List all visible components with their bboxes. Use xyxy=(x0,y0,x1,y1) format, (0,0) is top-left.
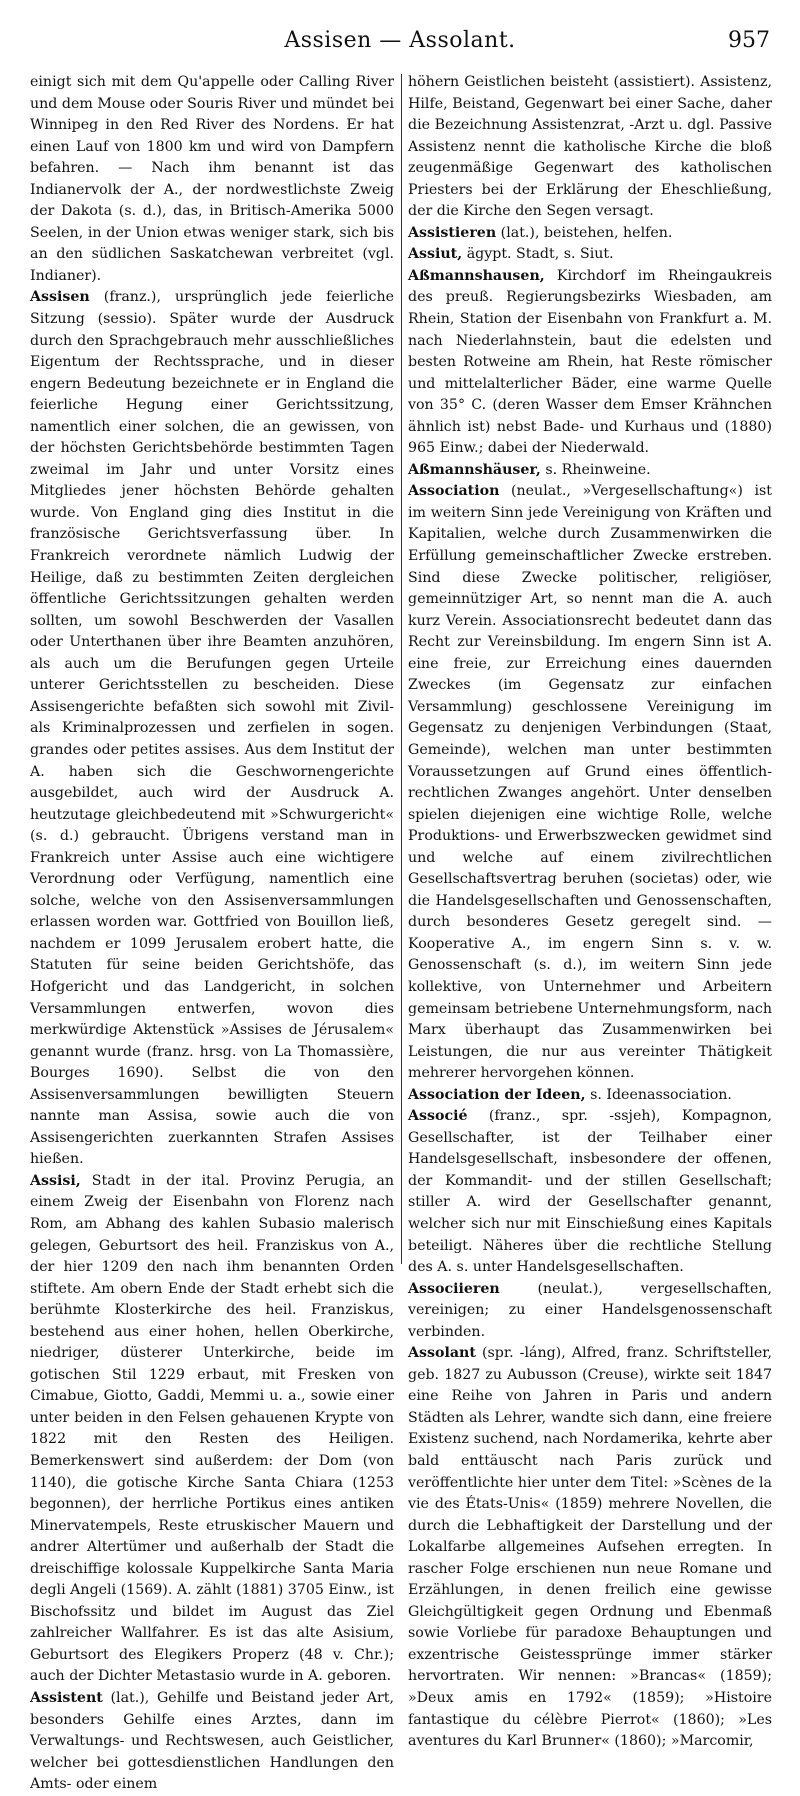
entry-text: Stadt in der ital. Provinz Perugia, an einem Zweig der Eisenbahn von Florenz nach Rom, am Abhang des kahlen Subasio malerisch gelegen, Geburtsort des heil. Franziskus von A., der hier 1209 den nach ihm benannten Orden stiftete. Am obern Ende der Stadt erhebt sich die berühmte Klosterkirche des heil. Franziskus, bestehend aus einer hohen, hellen Oberkirche, niedriger, düsterer Unterkirche, beide im gotischen Stil 1229 erbaut, mit Fresken von Cimabue, Giotto, Gaddi, Memmi u. a., sowie einer unter beiden in den Felsen gehauenen Krypte von 1822 mit den Resten des Heiligen. Bemerkenswert sind außerdem: der Dom (von 1140), die gotische Kirche Santa Chiara (1253 begonnen), der herrliche Portikus eines antiken Minervatempels, Reste etruskischer Mauern und andrer Altertümer und außerhalb der Stadt die dreischiffige kolossale Kuppelkirche Santa Maria degli Angeli (1569). A. zählt (1881) 3705 Einw., ist Bischofssitz und bildet im August das Ziel zahlreicher Wallfahrer. Es ist das alte Asisium, Geburtsort des Elegikers Properz (48 v. Chr.); auch der Dichter Metastasio wurde in A. geboren. xyxy=(30,1172,394,1685)
page-number: 957 xyxy=(728,28,770,53)
entry-assmannshausen xyxy=(408,266,772,460)
running-head: Assisen — Assolant. xyxy=(284,28,516,53)
entry-continuation xyxy=(30,72,394,287)
right-column xyxy=(408,72,772,1750)
entry-text: (neulat.), vergesellschaften, vereinigen; zu einer Handelsgenossenschaft verbinden. xyxy=(408,1280,772,1340)
headword: Assistieren xyxy=(408,224,497,241)
entry-text: (lat.), Gehilfe und Beistand jeder Art, besonders Gehilfe eines Arztes, dann im Verwaltungs- und Rechtswesen, auch Geistlicher, welcher bei gottesdienstlichen Handlungen den Amts- oder einem xyxy=(30,1690,394,1793)
entry-text: (neulat., »Vergesellschaftung«) ist im weitern Sinn jede Vereinigung von Kräften und Kapitalien, welche durch Zusammenwirken die Erfüllung gemeinschaftlicher Zwecke erstreben. Sind diese Zwecke politischer, religiöser, gemeinnütziger Art, so nennt man die A. auch kurz Verein. Associationsrecht bedeutet dann das Recht zur Vereinsbildung. Im engern Sinn ist A. eine freie, zur Erreichung eines dauernden Zweckes (im Gegensatz zur einfachen Versammlung) geschlossene Vereinigung im Gegensatz zu denjenigen Verbindungen (Staat, Gemeinde), welchen man unter bestimmten Voraussetzungen auf Grund eines öffentlich-rechtlichen Zwanges angehört. Unter denselben spielen diejenigen eine wichtige Rolle, welche Produktions- und Erwerbszwecken gewidmet sind und welche auf einem zivilrechtlichen Gesellschaftsvertrag beruhen (societas) oder, wie die Handelsgesellschaften und Genossenschaften, durch besonderes Gesetz geregelt sind. — Kooperative A., im engern Sinn s. v. w. Genossenschaft (s. d.), im weitern Sinn jede kollektive, von Unternehmer und Arbeitern gemeinsam betriebene Unternehmungsform, nach Marx überhaupt das Zusammenwirken bei Leistungen, die nur aus vereinter Thätigkeit mehrerer hervorgehen können. xyxy=(408,483,772,1082)
entry-associe xyxy=(408,1106,772,1278)
entry-text: (franz., spr. -ssjeh), Kompagnon, Gesellschafter, ist der Teilhaber einer Handelsgesellschaft, insbesondere der offenen, der Kommandit- und der stillen Gesellschaft; stiller A. wird der Gesellschafter genannt, welcher sich nur mit Einschießung eines Kapitals beteiligt. Näheres über die rechtliche Stellung des A. s. unter Handelsgesellschaften. xyxy=(408,1108,772,1276)
column-divider xyxy=(401,74,402,1264)
headword: Aßmannshausen, xyxy=(408,267,545,284)
headword: Assisen xyxy=(30,289,90,306)
entry-assisen xyxy=(30,287,394,1170)
entry-assolant xyxy=(408,1343,772,1752)
headword: Assisi, xyxy=(30,1172,81,1189)
entry-assiut xyxy=(408,244,772,266)
entry-assmannshaeuser xyxy=(408,460,772,482)
entry-assistieren xyxy=(408,223,772,245)
entry-text: s. Ideenassociation. xyxy=(585,1086,732,1103)
page-header xyxy=(0,28,800,62)
entry-text: ägypt. Stadt, s. Siut. xyxy=(462,246,614,263)
entry-text: einigt sich mit dem Qu'appelle oder Calling River und dem Mouse oder Souris River und mündet bei Winnipeg in den Red River des Nordens. Er hat einen Lauf von 1800 km und wird von Dampfern befahren. — Nach ihm benannt ist das Indianervolk der A., der nordwestlichste Zweig der Dakota (s. d.), das, in Britisch-Amerika 5000 Seelen, in der Union etwas weniger stark, sich bis an den südlichen Saskatchewan verbreitet (vgl. Indianer). xyxy=(30,74,394,284)
entry-continuation xyxy=(408,72,772,223)
headword: Association der Ideen, xyxy=(408,1086,586,1103)
entry-text: (lat.), beistehen, helfen. xyxy=(496,224,673,241)
left-column xyxy=(30,72,394,1793)
headword: Association xyxy=(408,483,500,500)
headword: Associieren xyxy=(408,1280,500,1297)
entry-assisi xyxy=(30,1171,394,1688)
entry-text: Kirchdorf im Rheingaukreis des preuß. Regierungsbezirks Wiesbaden, am Rhein, Station der Eisenbahn von Frankfurt a. M. nach Niederlahnstein, baut die edelsten und besten Rotweine am Rhein, hat Reste römischer und mittelalterlicher Bäder, eine warme Quelle von 35° C. (deren Wasser dem Emser Krähnchen ähnlich ist) nebst Bade- und Kurhaus und (1880) 965 Einw.; dabei der Niederwald. xyxy=(408,267,772,457)
headword: Assolant xyxy=(408,1345,476,1362)
entry-text: s. Rheinweine. xyxy=(540,461,651,478)
entry-text: höhern Geistlichen beisteht (assistiert). Assistenz, Hilfe, Beistand, Gegenwart bei einer Sache, daher die Bezeichnung Assistenzrat, -Arzt u. dgl. Passive Assistenz nennt die katholische Kirche die bloß zeugenmäßige Gegenwart des katholischen Priesters bei der Erklärung der Eheschließung, der die Kirche den Segen versagt. xyxy=(408,74,772,220)
entry-association xyxy=(408,481,772,1084)
entry-associieren xyxy=(408,1279,772,1344)
text-columns xyxy=(30,72,772,1793)
headword: Aßmannshäuser, xyxy=(408,461,541,478)
entry-text: (spr. -láng), Alfred, franz. Schriftsteller, geb. 1827 zu Aubusson (Creuse), wirkte seit 1847 eine Reihe von Jahren in Paris und andern Städten als Lehrer, wandte sich dann, eine freiere Existenz suchend, nach Nordamerika, kehrte aber bald enttäuscht nach Paris zurück und veröffentlichte hier unter dem Titel: »Scènes de la vie des États-Unis« (1859) mehrere Novellen, die durch die Lebhaftigkeit der Darstellung und der Lokalfarbe allgemeines Aufsehen erregten. In rascher Folge erschienen nun neue Romane und Erzählungen, in denen freilich eine gewisse Gleichgültigkeit gegen Ordnung und Ebenmaß sowie Vorliebe für paradoxe Behauptungen und exzentrische Geistessprünge immer stärker hervortraten. Wir nennen: »Brancas« (1859); »Deux amis en 1792« (1859); »Histoire fantastique du célèbre Pierrot« (1860); »Les aventures du Karl Brunner« (1860); »Marcomir, xyxy=(408,1345,772,1750)
entry-text: (franz.), ursprünglich jede feierliche Sitzung (sessio). Später wurde der Ausdruck durch den Sprachgebrauch mehr ausschließliches Eigentum der Rechtssprache, und in dieser engern Bedeutung bezeichnete er in England die feierliche Hegung einer Gerichtssitzung, namentlich einer solchen, die an gewissen, von der höchsten Gerichtsbehörde bestimmten Tagen zweimal im Jahr und unter Vorsitz eines Mitgliedes jener höchsten Behörde gehalten wurde. Von England ging dies Institut in die französische Gerichtsverfassung über. In Frankreich verordnete nämlich Ludwig der Heilige, daß zu bestimmten Zeiten dergleichen öffentliche Gerichtssitzungen gehalten werden sollten, um sowohl Beschwerden der Vasallen oder Unterthanen über ihre Beamten anzuhören, als auch um die Berufungen gegen Urteile unterer Gerichtsstellen zu bescheiden. Diese Assisengerichte befaßten sich sowohl mit Zivil- als Kriminalprozessen und zerfielen in sogen. grandes oder petites assises. Aus dem Institut der A. haben sich die Geschwornengerichte ausgebildet, auch wird der Ausdruck A. heutzutage gleichbedeutend mit »Schwurgericht« (s. d.) gebraucht. Übrigens verstand man in Frankreich unter Assise auch eine wichtigere Verordnung oder Verfügung, namentlich eine solche, welche von den Assisenversammlungen erlassen worden war. Gottfried von Bouillon ließ, nachdem er 1099 Jerusalem erobert hatte, die Statuten für seine beiden Gerichtshöfe, das Hofgericht und das Landgericht, in solchen Versammlungen entwerfen, wovon dies merkwürdige Aktenstück »Assises de Jérusalem« genannt wurde (franz. hrsg. von La Thomassière, Bourges 1690). Selbst die von den Assisenversammlungen bewilligten Steuern nannte man Assisa, sowie auch die von Assisengerichten zuerkannten Strafen Assises hießen. xyxy=(30,289,394,1168)
headword: Assiut, xyxy=(408,246,463,263)
headword: Assistent xyxy=(30,1690,103,1707)
entry-association-ideen xyxy=(408,1085,772,1107)
headword: Associé xyxy=(408,1108,468,1125)
entry-assistent xyxy=(30,1688,394,1796)
